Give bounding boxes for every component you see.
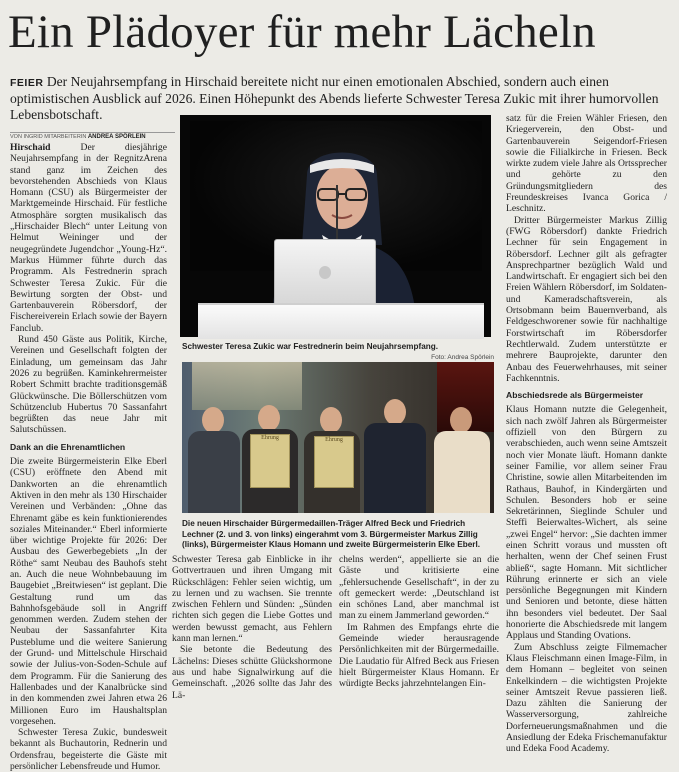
kicker: FEIER xyxy=(10,77,44,89)
teaser-text: Der Neujahrsempfang in Hirschaid bereitete nicht nur einen emotionalen Abschied, sondern auch einen optimistischen Ausblick auf 2026. Einen Höhepunkt des Abends lieferte Schwester Teresa Zukic mit ihrer humorvollen Lebensbotschaft. xyxy=(10,74,659,122)
paragraph: Sie betonte die Bedeutung des Lächelns: Dieses schütte Glückshormone aus und habe Signalwirkung auf die Gemeinschaft. „2026 sollte das Jahr des Lä- xyxy=(172,644,332,701)
microphone-stand xyxy=(336,185,338,245)
byline xyxy=(10,132,175,140)
photo-speaker xyxy=(180,115,491,337)
dateline: Hirschaid xyxy=(10,142,51,153)
byline-prefix: VON INGRID MITARBEITERIN xyxy=(10,134,87,140)
subheading: Dank an die Ehrenamtlichen xyxy=(10,441,126,452)
paragraph: chelns werden“, appellierte sie an die Gäste und kritisierte eine „fehlersuchende Gesellschaft“, in der zu oft gemeckert werde: „Deutschland ist ein schönes Land, aber manchmal ist man zu einem Jammerland geworden.“ xyxy=(339,554,499,622)
paragraph: Schwester Teresa Zukic, bundesweit bekannt als Buchautorin, Rednerin und Ordensfrau, begeisterte die Gäste mit persönlicher Lebensfreude und Humor. xyxy=(10,727,167,772)
person-homann xyxy=(364,387,426,513)
paragraph: Klaus Homann nutzte die Gelegenheit, sich nach zwölf Jahren als Bürgermeister offiziell von den Bürgern zu verabschieden, auch wenn seine Amtszeit noch vier Monate läuft. Homann dankte seiner Familie, vor allem seiner Frau Christine, sowie allen Mitarbeitenden im Rathaus, Bauhof, in Kindergärten und Schulen. Besonders hob er seine Sekretärinnen, Sieglinde Schuler und Steffi Beierwaltes-Wichert, als seine „zwei Engel“ hervor: „Sie dachten immer einen Schritt voraus und mussten oft herhalten, wenn der Chef seinen Frust abließ“, sagte Homann. Mit sichtlicher Rührung erinnerte er sich an viele persönliche Begegnungen mit Kindern und Senioren und betonte, diese hätten ihn besonders viel bedeutet. Der Saal honorierte die Abschiedsrede mit langem Applaus und Standing Ovations. xyxy=(506,404,667,642)
paragraph: Rund 450 Gäste aus Politik, Kirche, Vereinen und Gesellschaft folgten der Einladung, um gemeinsam das Jahr 2026 zu begrüßen. Kaminkehrermeister Robert Schmitt brachte traditionsgemäß Glückwünsche. Die Böllerschützen vom Schützenclub Hubertus 70 Sassanfahrt begrüßten das neue Jahr mit Salutschüssen. xyxy=(10,334,167,436)
apple-logo-icon xyxy=(319,266,331,279)
laptop xyxy=(274,239,376,307)
column-4 xyxy=(506,113,667,755)
column-1 xyxy=(10,142,167,772)
caption-text: Schwester Teresa Zukic war Festrednerin beim Neujahrsempfang. xyxy=(182,342,439,351)
lectern xyxy=(198,303,484,339)
person-eberl xyxy=(434,395,490,513)
paragraph: Zum Abschluss zeigte Filmemacher Klaus Fleischmann einen Image-Film, in dem Homann – begleitet von seinen Enkelkindern – die wichtigsten Projekte seiner Amtszeit Revue passieren ließ. Dazu zählten die Sanierung der Wasserversorgung, zahlreiche Dorferneuerungsmaßnahmen und die Ansiedlung der Edeka Frischemanufaktur und Edeka Food Academy. xyxy=(506,641,667,755)
paragraph: satz für die Freien Wähler Friesen, den Kriegerverein, den Obst- und Gartenbauverein Seigendorf-Friesen sowie die Filialkirche in Friesen. Beck wirkte zudem viele Jahre als Ortssprecher und gehörte zu den Gründungsmitgliedern des Freundeskreises Ivanca Gorica / Leschnitz. xyxy=(506,113,667,215)
paragraph: Schwester Teresa gab Einblicke in ihr Gottvertrauen und ihren Umgang mit Rückschlägen: Fehler seien wichtig, um zu lernen und zu wachsen. Sie trennte zwischen Fehlern und Sünden: „Sünden richten sich gegen die Liebe Gottes und werden bewusst gemacht, aus Fehlern kann man lernen.“ xyxy=(172,554,332,645)
byline-name: ANDREA SPÖRLEIN xyxy=(87,134,146,140)
column-2-bottom xyxy=(172,554,332,701)
paragraph: Im Rahmen des Empfangs ehrte die Gemeinde wieder herausragende Persönlichkeiten mit der Bürgermedaille. Die Laudatio für Alfred Beck aus Friesen hielt Bürgermeister Klaus Homann. Er würdigte Becks jahrzehntelangen Ein- xyxy=(339,621,499,690)
photo-caption-2: Die neuen Hirschaider Bürgermedaillen-Träger Alfred Beck und Friedrich Lechner (2. und 3. von links) eingerahmt vom 3. Bürgermeister Markus Zillig (links), Bürgermeister Klaus Homann und zweite Bürgermeisterin Elke Eberl. xyxy=(182,519,481,549)
column-3-bottom xyxy=(339,554,499,690)
photo-credit: Foto: Andrea Spörlein xyxy=(431,353,494,361)
paragraph-text: Der diesjährige Neujahrsempfang in der RegnitzArena stand ganz im Zeichen des bevorstehenden Abschieds von Klaus Homann (CSU) als Bürgermeister der Marktgemeinde Hirschaid. Für festliche Atmosphäre sorgten musikalisch das „Hirschaider Blech“ unter Leitung von Helmut Weininger und der neugegründete Jugendchor „Young-Hz“. Markus Hümmer führte durch das Programm. Als Festrednerin sprach Schwester Teresa Zukic. Für die Bewirtung sorgten der Obst- und Gartenbauverein Röbersdorf, der Fischereiverein Erlach sowie der Bayern Fanclub. xyxy=(10,142,167,334)
certificate-lechner: Ehrung xyxy=(314,436,354,488)
subheading: Abschiedsrede als Bürgermeister xyxy=(506,390,644,401)
paragraph: Dritter Bürgermeister Markus Zillig (FWG Röbersdorf) dankte Friedrich Lechner für sein Engagement in Röbersdorf. Lechner gilt als gefragter Ansprechpartner bezüglich Wald und Landwirtschaft. Er engagiert sich bei den Freien Wählern Röbersdorf, im Soldaten- und Kameradschaftsverein, als Ortsobmann beim Bauernverband, als Feldgeschworener sowie für nachhaltige Forstwirtschaft im Röbersdorfer Rechtlerwald. Zudem unterstützte er mehrere Bauprojekte, darunter den Anbau des Feuerwehrhauses, mit seiner Fachkenntnis. xyxy=(506,214,667,384)
headline: Ein Plädoyer für mehr Lächeln xyxy=(8,6,596,58)
photo-caption-1 xyxy=(182,342,494,363)
paragraph: Die zweite Bürgermeisterin Elke Eberl (CSU) eröffnete den Abend mit Dankworten an die ehrenamtlich Aktiven in den mehr als 130 Hirschaider Vereinen und Verbänden: „Ohne das Ehrenamt gäbe es kein funktionierendes soziales Miteinander.“ Eberl informierte über wichtige Projekte für 2026: Der Ausbau des Gewerbegebiets „In der Röthe“ samt Neubau des Bauhofs steht an. Auch die neue Wohnbebauung im Baugebiet „Breitwiesen“ ist geplant. Die Gestaltung rund um das Bahnhofsgebäude soll in Angriff genommen werden. Zudem stehen der Neubau der Sassanfahrter Kita Pusteblume und die weitere Sanierung der Grund- und Mittelschule Hirschaid sowie der Julius-von-Soden-Schule auf dem Programm. Für die Sanierung des Hallenbades und der Kanalbrücke sind in den kommenden zwei Jahren etwa 26 Millionen Euro im Haushaltsplan vorgesehen. xyxy=(10,456,167,727)
paragraph xyxy=(10,142,167,334)
person-zillig xyxy=(188,393,240,513)
certificate-beck: Ehrung xyxy=(250,434,290,488)
photo-honorees xyxy=(182,362,494,513)
